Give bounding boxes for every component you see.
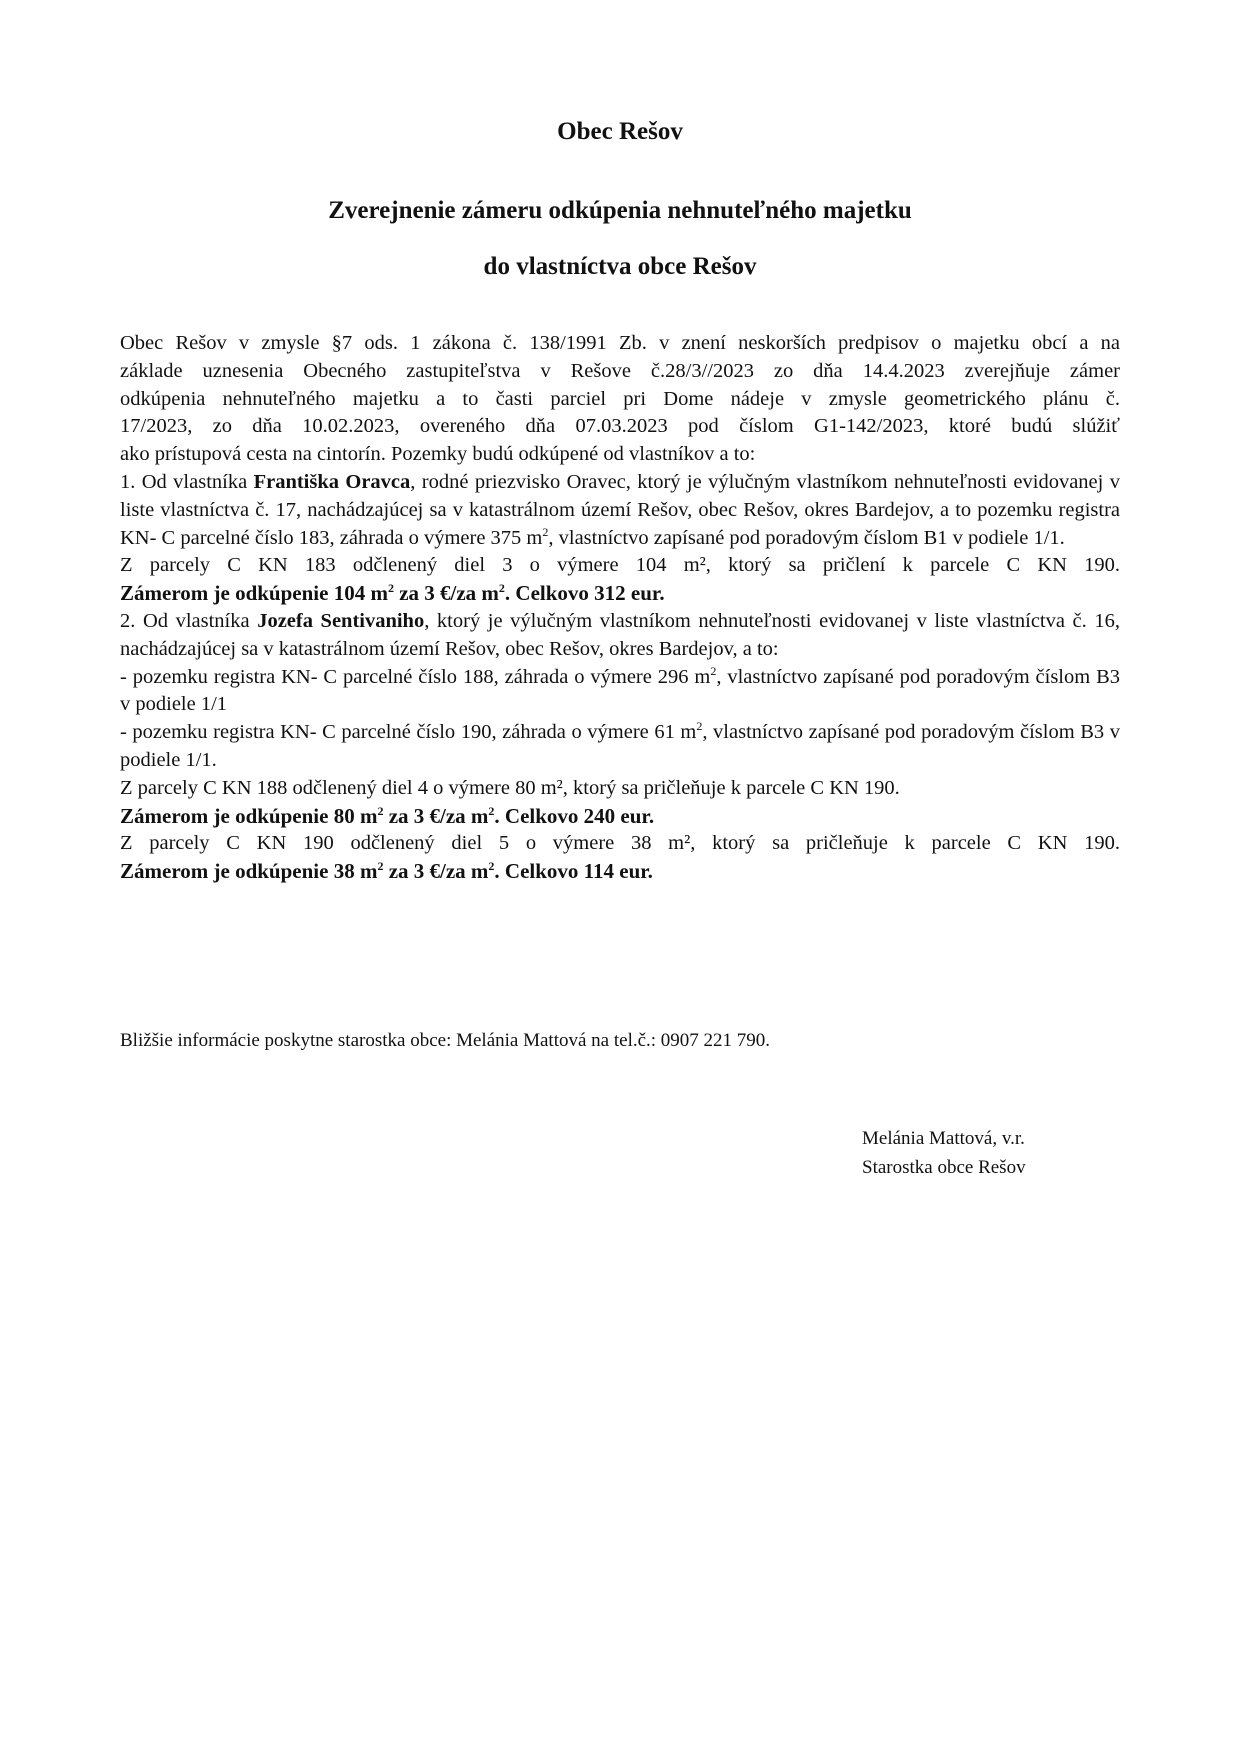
superscript: 2 bbox=[387, 581, 394, 596]
owner2-split2: Z parcely C KN 190 odčlenený diel 5 o výmere 38 m², ktorý sa pričleňuje k parcele C KN 190. bbox=[120, 832, 1120, 855]
parcel-text: , vlastníctvo zapísané pod poradovým číslom B3 v podiele 1/1. bbox=[120, 721, 1120, 771]
signer-name: Melánia Mattová, v.r. bbox=[862, 1128, 1025, 1149]
document-body bbox=[120, 330, 1120, 886]
owner1-paragraph bbox=[120, 469, 1120, 552]
owner2-paragraph bbox=[120, 608, 1120, 664]
offer-text: za 3 €/za m bbox=[383, 859, 489, 884]
offer-text: . Celkovo 114 eur. bbox=[494, 859, 653, 884]
superscript: 2 bbox=[488, 859, 495, 874]
superscript: 2 bbox=[377, 859, 384, 874]
intro-line: základe uznesenia Obecného zastupiteľstva v Rešove č.28/3//2023 zo dňa 14.4.2023 zverejňuje zámer bbox=[120, 359, 1120, 382]
offer-text: Zámerom je odkúpenie 104 m bbox=[120, 581, 388, 606]
superscript: 2 bbox=[696, 719, 703, 734]
owner2-offer1 bbox=[120, 803, 1120, 831]
municipality-heading: Obec Rešov bbox=[557, 118, 683, 145]
contact-info: Bližšie informácie poskytne starostka obce: Melánia Mattová na tel.č.: 0907 221 790. bbox=[120, 1030, 771, 1051]
offer-text: za 3 €/za m bbox=[393, 581, 499, 606]
superscript: 2 bbox=[542, 524, 549, 539]
owner1-offer bbox=[120, 580, 1120, 608]
owner2-offer2 bbox=[120, 858, 1120, 886]
superscript: 2 bbox=[488, 803, 495, 818]
offer-text: za 3 €/za m bbox=[383, 803, 489, 828]
intro-line: odkúpenia nehnuteľného majetku a to časti parciel pri Dome nádeje v zmysle geometrického plánu č. bbox=[120, 387, 1120, 410]
owner1-name: Františka Oravca bbox=[253, 470, 411, 493]
superscript: 2 bbox=[710, 663, 717, 678]
signer-role: Starostka obce Rešov bbox=[862, 1157, 1026, 1178]
document-title: Zverejnenie zámeru odkúpenia nehnuteľného majetku bbox=[328, 197, 912, 224]
offer-text: . Celkovo 240 eur. bbox=[494, 803, 655, 828]
owner1-description: , rodné priezvisko Oravec, ktorý je výlučným vlastníkom nehnuteľnosti evidovanej v liste vlastníctva č. 17, nachádzajúcej sa v katastrálnom území Rešov, obec Rešov, okres Bardejov, a to pozemku registra KN- C parcelné číslo 183, záhrada o výmere 375 m bbox=[120, 470, 1120, 549]
owner2-split1: Z parcely C KN 188 odčlenený diel 4 o výmere 80 m², ktorý sa pričleňuje k parcele C KN 190. bbox=[120, 776, 900, 799]
owner2-name: Jozefa Sentivaniho bbox=[257, 609, 425, 632]
owner1-prefix: 1. Od vlastníka bbox=[120, 470, 254, 493]
parcel-text: - pozemku registra KN- C parcelné číslo 190, záhrada o výmere 61 m bbox=[120, 721, 697, 744]
owner2-parcel-190 bbox=[120, 719, 1120, 775]
intro-line: Obec Rešov v zmysle §7 ods. 1 zákona č. 138/1991 Zb. v znení neskorších predpisov o majetku obcí a na bbox=[120, 332, 1120, 354]
owner2-prefix: 2. Od vlastníka bbox=[120, 609, 258, 632]
parcel-text: - pozemku registra KN- C parcelné číslo 188, záhrada o výmere 296 m bbox=[120, 665, 711, 688]
parcel-text: , vlastníctvo zapísané pod poradovým číslom B3 v podiele 1/1 bbox=[120, 665, 1121, 716]
intro-line: ako prístupová cesta na cintorín. Pozemky budú odkúpené od vlastníkov a to: bbox=[120, 443, 756, 466]
owner2-description: , ktorý je výlučným vlastníkom nehnuteľnosti evidovanej v liste vlastníctva č. 16, nachádzajúcej sa v katastrálnom území Rešov, obec Rešov, okres Bardejov, a to: bbox=[120, 609, 1120, 660]
offer-text: Zámerom je odkúpenie 38 m bbox=[120, 859, 378, 884]
owner2-parcel-188 bbox=[120, 664, 1120, 720]
intro-line: 17/2023, zo dňa 10.02.2023, overeného dňa 07.03.2023 pod číslom G1-142/2023, ktoré budú slúžiť bbox=[120, 415, 1120, 438]
signature-block bbox=[862, 1124, 1026, 1182]
offer-text: . Celkovo 312 eur. bbox=[504, 581, 665, 606]
document-title-line2: do vlastníctva obce Rešov bbox=[483, 253, 757, 280]
offer-text: Zámerom je odkúpenie 80 m bbox=[120, 803, 378, 828]
superscript: 2 bbox=[377, 803, 384, 818]
owner1-split: Z parcely C KN 183 odčlenený diel 3 o výmere 104 m², ktorý sa pričlení k parcele C KN 190. bbox=[120, 554, 1120, 577]
superscript: 2 bbox=[498, 581, 505, 596]
owner1-description-end: , vlastníctvo zapísané pod poradovým číslom B1 v podiele 1/1. bbox=[548, 526, 1065, 549]
